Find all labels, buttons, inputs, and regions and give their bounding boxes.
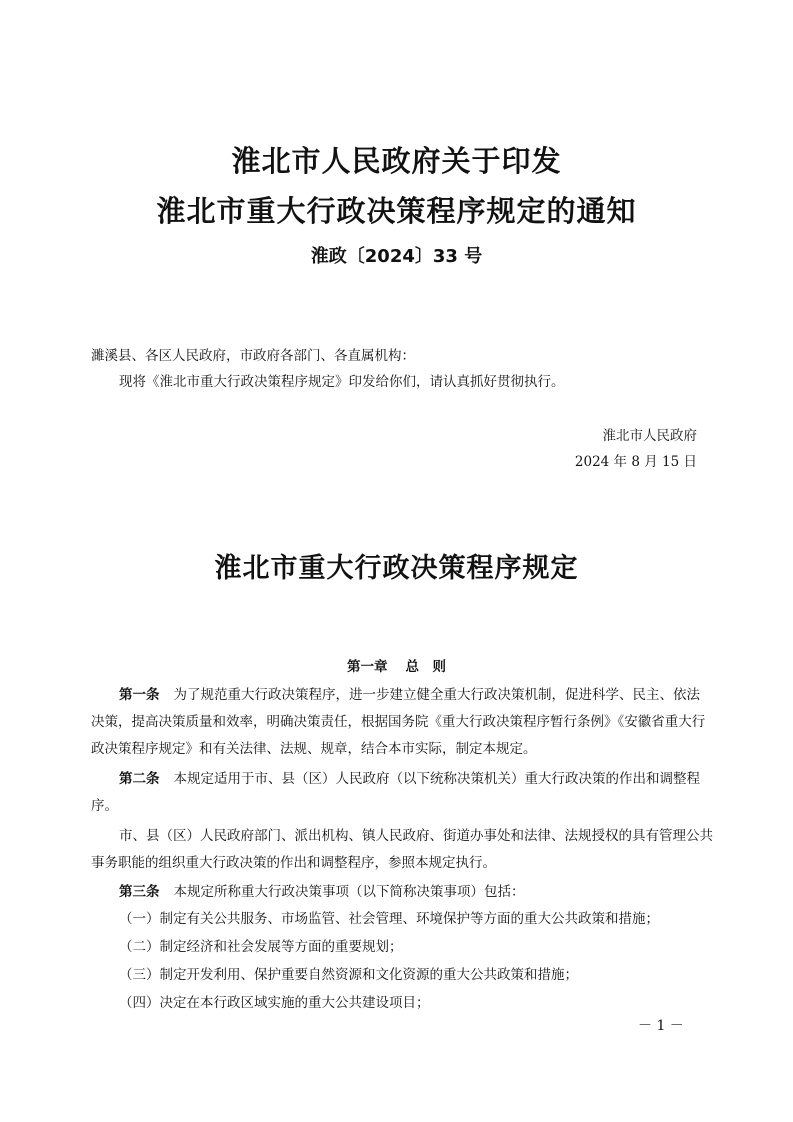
notice-body: 现将《淮北市重大行政决策程序规定》印发给你们，请认真抓好贯彻执行。 — [119, 374, 565, 390]
chapter-name: 总 则 — [405, 659, 446, 675]
article-2-para-2-line-2: 事务职能的组织重大行政决策的作出和调整程序，参照本规定执行。 — [91, 855, 496, 871]
list-item-2: （二）制定经济和社会发展等方面的重要规划； — [119, 939, 403, 955]
article-3-label: 第三条 — [119, 884, 160, 900]
chapter-heading — [0, 655, 793, 675]
regulation-title: 淮北市重大行政决策程序规定 — [214, 553, 579, 584]
article-1-line-3: 政决策程序规定》和有关法律、法规、规章，结合本市实际，制定本规定。 — [91, 741, 537, 757]
article-2-line-2: 序。 — [91, 798, 118, 814]
issuer: 淮北市人民政府 — [602, 428, 697, 444]
article-1-line-2: 决策，提高决策质量和效率，明确决策责任，根据国务院《重大行政决策程序暂行条例》《安徽省重大行 — [91, 714, 706, 730]
chapter-label: 第一章 — [347, 659, 388, 675]
list-item-1: （一）制定有关公共服务、市场监管、社会管理、环境保护等方面的重大公共政策和措施； — [119, 911, 659, 927]
notice-title-line-1: 淮北市人民政府关于印发 — [231, 144, 562, 178]
article-2-label: 第二条 — [119, 771, 160, 787]
article-2-text-1: 本规定适用于市、县（区）人民政府（以下统称决策机关）重大行政决策的作出和调整程 — [173, 771, 700, 787]
list-item-4: （四）决定在本行政区域实施的重大公共建设项目； — [119, 995, 430, 1011]
article-1-text-1: 为了规范重大行政决策程序，进一步建立健全重大行政决策机制，促进科学、民主、依法 — [173, 687, 700, 703]
notice-title-line-2: 淮北市重大行政决策程序规定的通知 — [156, 194, 637, 228]
list-item-3: （三）制定开发利用、保护重要自然资源和文化资源的重大公共政策和措施； — [119, 967, 578, 983]
document-number: 淮政〔2024〕33 号 — [310, 246, 483, 267]
addressee: 濉溪县、各区人民政府，市政府各部门、各直属机构： — [91, 348, 415, 364]
article-3-text-1: 本规定所称重大行政决策事项（以下简称决策事项）包括： — [173, 884, 525, 900]
article-2-line-1 — [119, 769, 700, 789]
article-1-label: 第一条 — [119, 687, 160, 703]
article-3-line-1 — [119, 882, 525, 902]
article-1-line-1 — [119, 685, 700, 705]
issue-date: 2024 年 8 月 15 日 — [574, 454, 697, 470]
page-number: － 1 － — [638, 1018, 684, 1034]
article-2-para-2-line-1: 市、县（区）人民政府部门、派出机构、镇人民政府、街道办事处和法律、法规授权的具有管理公共 — [119, 828, 713, 844]
